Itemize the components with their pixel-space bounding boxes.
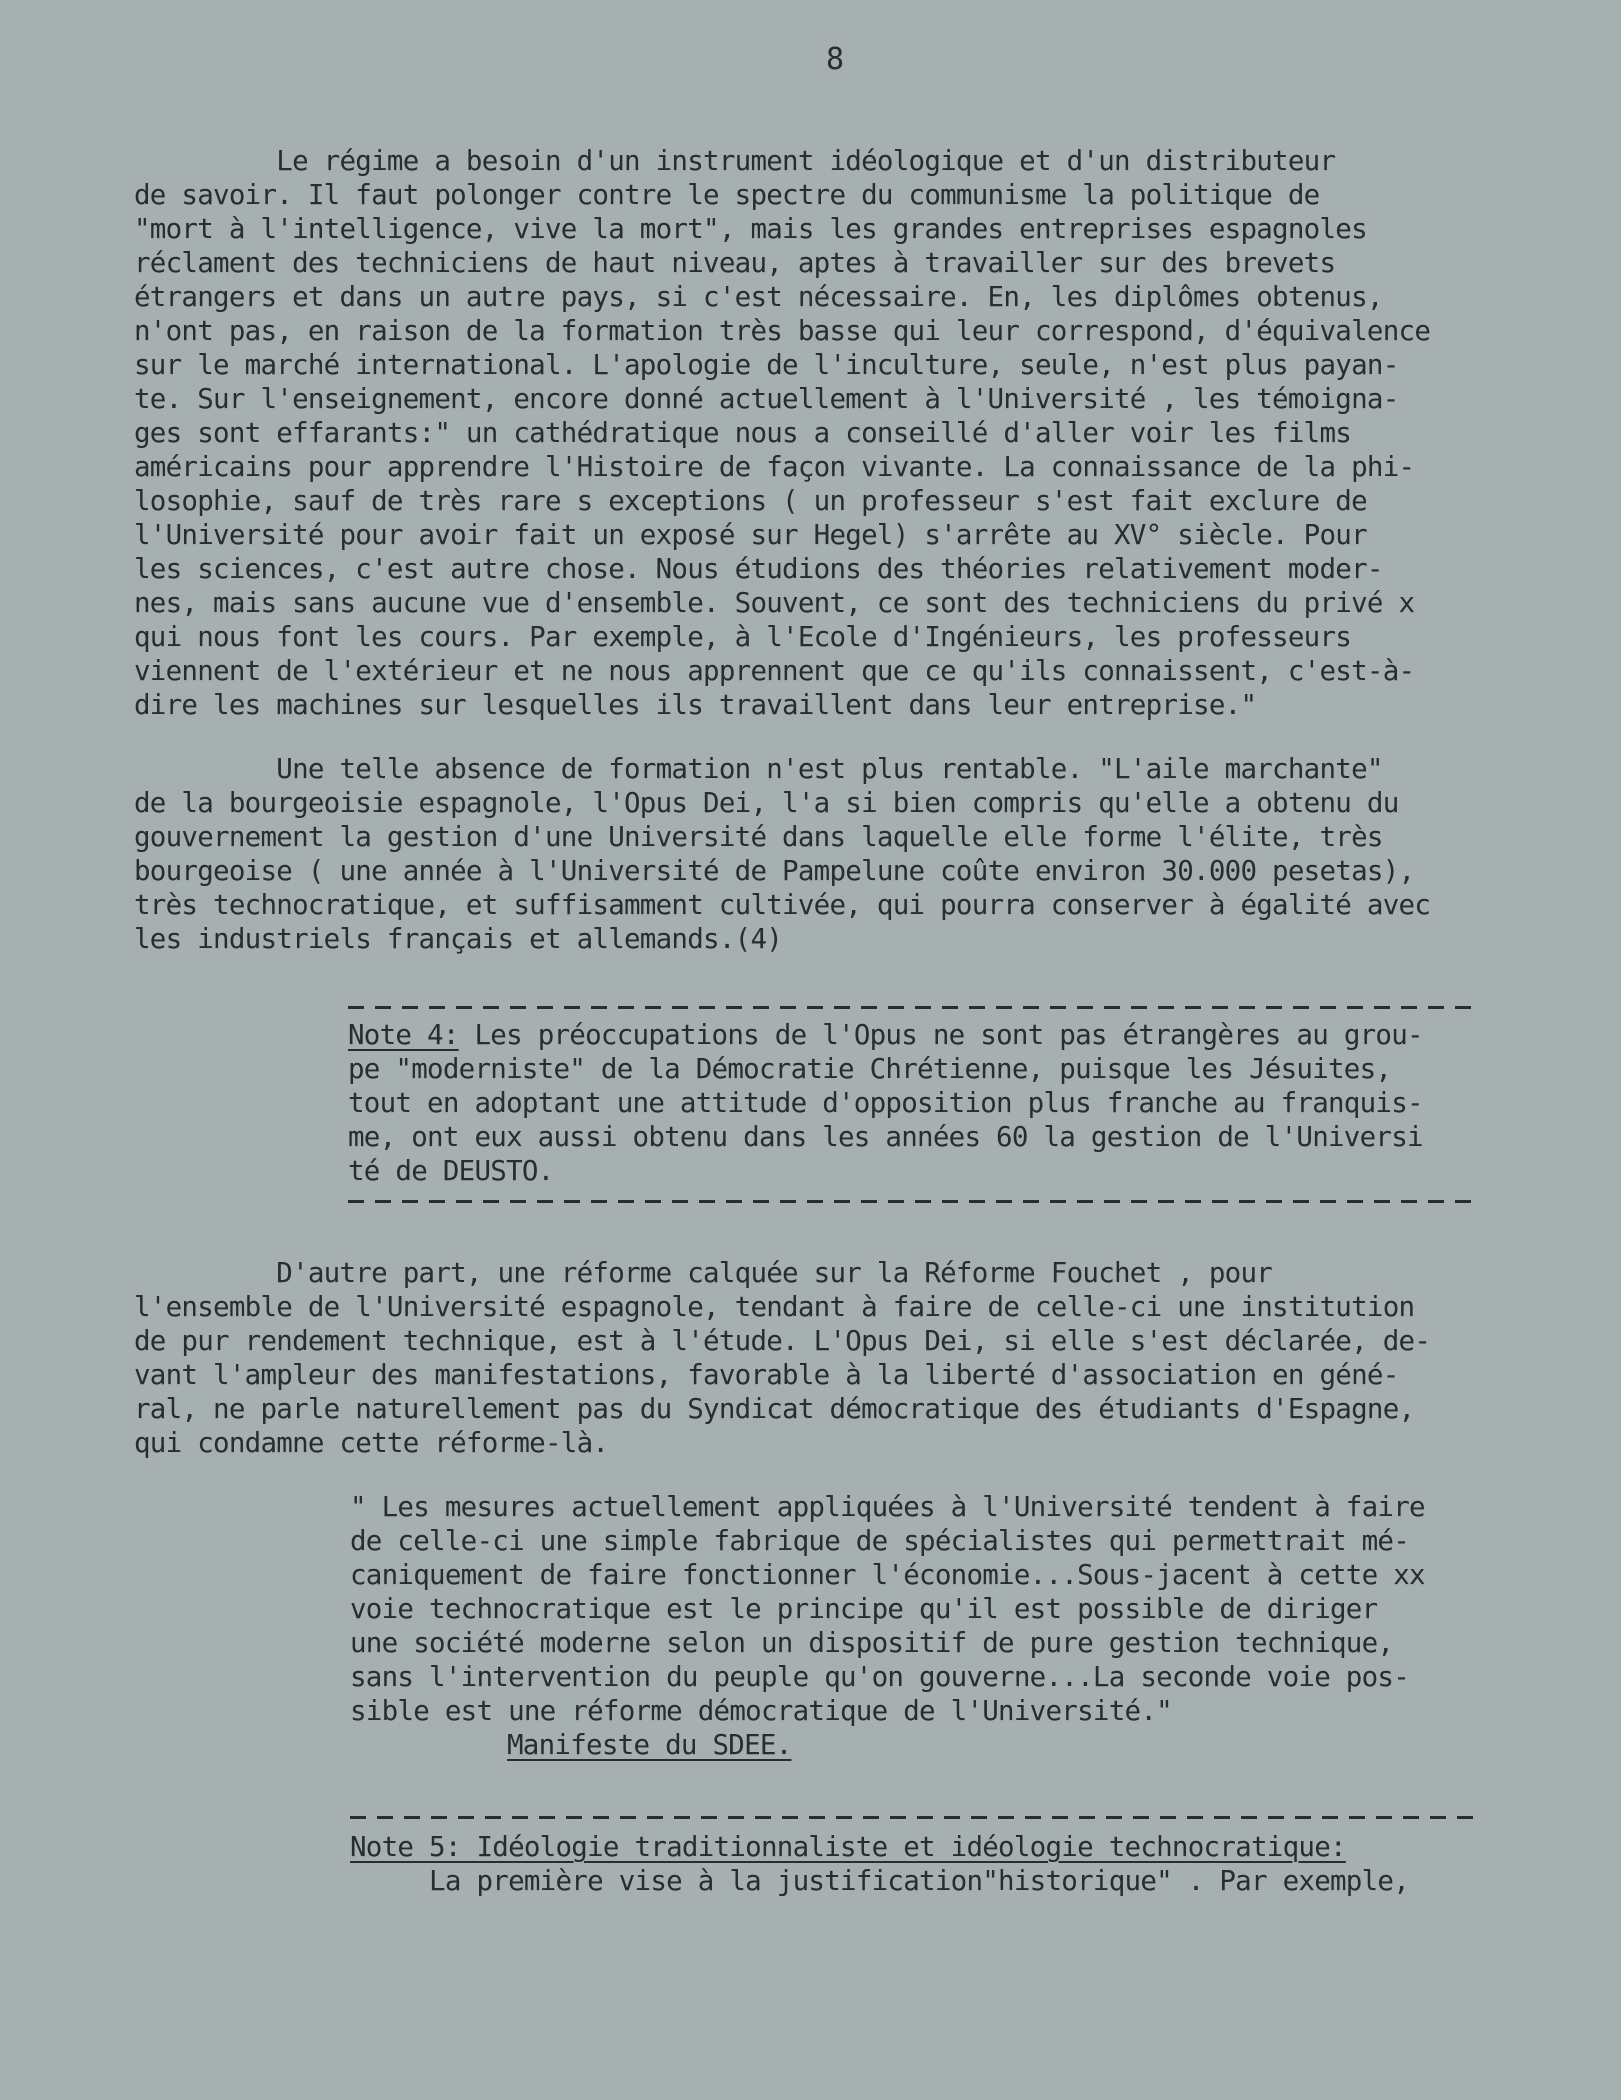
text-line: viennent de l'extérieur et ne nous apprennent que ce qu'ils connaissent, c'est-à-: [134, 655, 1415, 687]
paragraph-1: [134, 144, 1504, 722]
text-line: l'ensemble de l'Université espagnole, tendant à faire de celle-ci une institution: [134, 1291, 1415, 1323]
text-line: " Les mesures actuellement appliquées à l'Université tendent à faire: [350, 1491, 1425, 1523]
quote-source: Manifeste du SDEE.: [507, 1729, 792, 1761]
dashed-rule: [350, 1810, 1482, 1824]
text-line: Une telle absence de formation n'est plus rentable. "L'aile marchante": [134, 753, 1383, 785]
dashed-rule: [348, 1194, 1480, 1208]
note-label: Note 4:: [348, 1019, 459, 1051]
text-line: La première vise à la justification"historique" . Par exemple,: [350, 1865, 1410, 1897]
text-line: voie technocratique est le principe qu'il est possible de diriger: [350, 1593, 1378, 1625]
text-line: dire les machines sur lesquelles ils travaillent dans leur entreprise.": [134, 689, 1257, 721]
text-line: américains pour apprendre l'Histoire de façon vivante. La connaissance de la phi-: [134, 451, 1415, 483]
text-line: Le régime a besoin d'un instrument idéologique et d'un distributeur: [134, 145, 1336, 177]
text-line: réclament des techniciens de haut niveau, aptes à travailler sur des brevets: [134, 247, 1336, 279]
text-line: sur le marché international. L'apologie de l'inculture, seule, n'est plus payan-: [134, 349, 1399, 381]
text-line: de celle-ci une simple fabrique de spécialistes qui permettrait mé-: [350, 1525, 1410, 1557]
text-line: gouvernement la gestion d'une Université dans laquelle elle forme l'élite, très: [134, 821, 1383, 853]
text-line: ral, ne parle naturellement pas du Syndicat démocratique des étudiants d'Espagne,: [134, 1393, 1415, 1425]
text-line: "mort à l'intelligence, vive la mort", mais les grandes entreprises espagnoles: [134, 213, 1367, 245]
note-5: [350, 1800, 1482, 1898]
block-quote: [350, 1490, 1490, 1762]
text-line: té de DEUSTO.: [348, 1155, 554, 1187]
text-line: étrangers et dans un autre pays, si c'est nécessaire. En, les diplômes obtenus,: [134, 281, 1383, 313]
text-line: de savoir. Il faut polonger contre le spectre du communisme la politique de: [134, 179, 1320, 211]
text-line: l'Université pour avoir fait un exposé sur Hegel) s'arrête au XV° siècle. Pour: [134, 519, 1367, 551]
text-line: Note 4: Les préoccupations de l'Opus ne sont pas étrangères au grou-: [348, 1019, 1423, 1051]
text-line: de pur rendement technique, est à l'étude. L'Opus Dei, si elle s'est déclarée, de-: [134, 1325, 1431, 1357]
text-line: [350, 1830, 1482, 1864]
dashed-rule: [348, 1000, 1480, 1014]
text-line: qui condamne cette réforme-là.: [134, 1427, 609, 1459]
text-line: les sciences, c'est autre chose. Nous étudions des théories relativement moder-: [134, 553, 1383, 585]
note-4: [348, 990, 1480, 1218]
text-line: une société moderne selon un dispositif de pure gestion technique,: [350, 1627, 1394, 1659]
text-line: te. Sur l'enseignement, encore donné actuellement à l'Université , les témoigna-: [134, 383, 1399, 415]
paragraph-2: [134, 752, 1504, 956]
note-label: Note 5: Idéologie traditionnaliste et idéologie technocratique:: [350, 1831, 1346, 1863]
text-line: D'autre part, une réforme calquée sur la Réforme Fouchet , pour: [134, 1257, 1273, 1289]
text-line: tout en adoptant une attitude d'opposition plus franche au franquis-: [348, 1087, 1423, 1119]
text-line: de la bourgeoisie espagnole, l'Opus Dei, l'a si bien compris qu'elle a obtenu du: [134, 787, 1399, 819]
text-line: pe "moderniste" de la Démocratie Chrétienne, puisque les Jésuites,: [348, 1053, 1392, 1085]
text-line: vant l'ampleur des manifestations, favorable à la liberté d'association en géné-: [134, 1359, 1399, 1391]
page-number: 8: [826, 42, 845, 77]
text-line: bourgeoise ( une année à l'Université de Pampelune coûte environ 30.000 pesetas),: [134, 855, 1415, 887]
text-line: très technocratique, et suffisamment cultivée, qui pourra conserver à égalité avec: [134, 889, 1431, 921]
text-line: sans l'intervention du peuple qu'on gouverne...La seconde voie pos-: [350, 1661, 1410, 1693]
text-line: losophie, sauf de très rare s exceptions ( un professeur s'est fait exclure de: [134, 485, 1367, 517]
paragraph-3: [134, 1256, 1504, 1460]
text-line: qui nous font les cours. Par exemple, à l'Ecole d'Ingénieurs, les professeurs: [134, 621, 1352, 653]
text-line: caniquement de faire fonctionner l'économie...Sous-jacent à cette xx: [350, 1559, 1425, 1591]
text-line: n'ont pas, en raison de la formation très basse qui leur correspond, d'équivalence: [134, 315, 1431, 347]
text-line: les industriels français et allemands.(4): [134, 923, 783, 955]
text-line: ges sont effarants:" un cathédratique nous a conseillé d'aller voir les films: [134, 417, 1352, 449]
text-line: me, ont eux aussi obtenu dans les années 60 la gestion de l'Universi: [348, 1121, 1423, 1153]
text-line: sible est une réforme démocratique de l'Université.": [350, 1695, 1172, 1727]
text-line: nes, mais sans aucune vue d'ensemble. Souvent, ce sont des techniciens du privé x: [134, 587, 1415, 619]
